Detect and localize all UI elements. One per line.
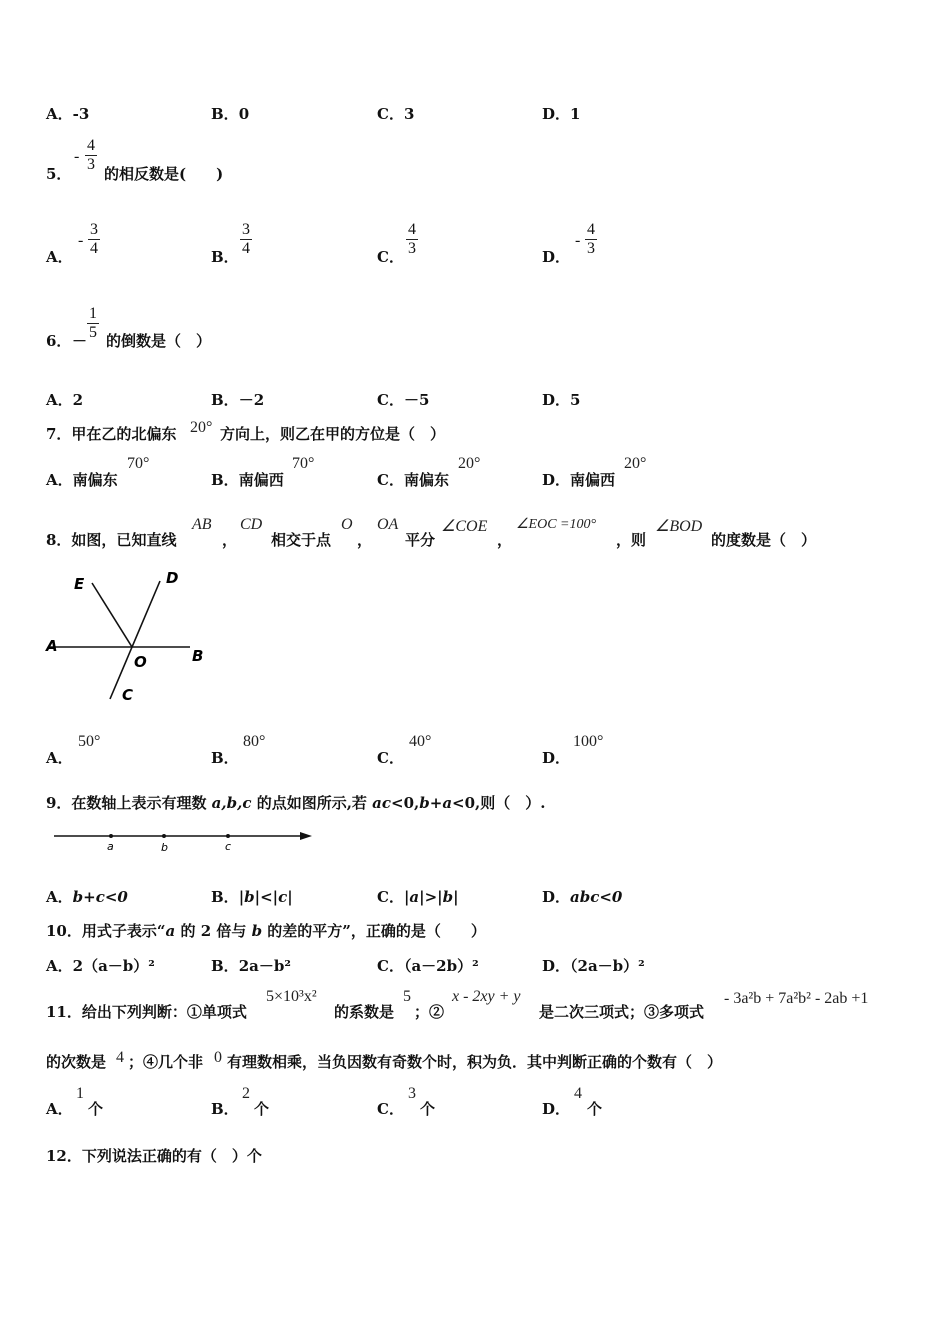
q5-stem: 的相反数是( ) <box>104 165 224 183</box>
q7-option-c[interactable]: C．南偏东 <box>377 471 449 489</box>
q9-stem: 9．在数轴上表示有理数 a,b,c 的点如图所示,若 ac<0,b+a<0,则（ ）. <box>46 794 546 812</box>
q11-text-2: 的系数是 <box>334 1003 395 1021</box>
point-a <box>109 834 113 838</box>
q8-figure <box>40 565 220 710</box>
q11-option-a-label[interactable]: A． <box>46 1100 73 1118</box>
q11-option-c-value: 3 <box>408 1085 416 1102</box>
q6-sign: － <box>72 332 88 350</box>
q8-option-d-label[interactable]: D． <box>542 749 571 767</box>
q6-stem: 的倒数是（ ） <box>106 332 212 350</box>
q9-option-d[interactable]: D．abc<0 <box>542 888 623 906</box>
q8-option-a-label[interactable]: A． <box>46 749 73 767</box>
q11-text-7: 有理数相乘，当负因数有奇数个时，积为负．其中判断正确的个数有（ ） <box>227 1053 723 1071</box>
q7-option-c-angle: 20° <box>458 455 481 472</box>
q5-sign: - <box>74 148 80 165</box>
q9-option-c[interactable]: C．|a|>|b| <box>377 888 459 906</box>
q11-math-trinomial: x - 2xy + y <box>452 988 521 1005</box>
q5-option-c-label[interactable]: C． <box>377 248 404 266</box>
q11-text-5: 的次数是 <box>46 1053 107 1071</box>
point-b <box>162 834 166 838</box>
q8-option-b-label[interactable]: B． <box>211 749 239 767</box>
label-o: O <box>134 653 147 671</box>
line-cd <box>110 581 160 699</box>
q11-math-five: 5 <box>403 988 411 1005</box>
q7-angle: 20° <box>190 419 213 436</box>
q8-math-bod: ∠BOD <box>655 518 703 535</box>
q5-option-a-label[interactable]: A． <box>46 248 73 266</box>
q5-option-b-fraction: $\frac{3}{4}$ <box>242 221 250 257</box>
q11-text-3: ；② <box>414 1003 445 1021</box>
q6-option-c[interactable]: C．－5 <box>377 391 430 409</box>
q7-option-b-angle: 70° <box>292 455 315 472</box>
q4-option-b[interactable]: B．0 <box>211 105 250 123</box>
q7-option-b[interactable]: B．南偏西 <box>211 471 284 489</box>
q5-option-d-fraction: $\frac{4}{3}$ <box>587 221 595 257</box>
q5-option-a-sign: - <box>78 232 84 249</box>
label-point-c: c <box>225 840 232 853</box>
q11-option-d-value: 4 <box>574 1085 582 1102</box>
q8-option-b-value: 80° <box>243 733 266 750</box>
q4-option-a[interactable]: A．-3 <box>46 105 90 123</box>
q8-math-o: O <box>341 516 353 533</box>
q8-text-1: 8．如图，已知直线 <box>46 531 177 549</box>
q4-option-c[interactable]: C．3 <box>377 105 415 123</box>
q8-text-8: 的度数是（ ） <box>711 531 817 549</box>
q5-fraction: $\frac{4}{3}$ <box>87 137 95 173</box>
point-c <box>226 834 230 838</box>
label-c: C <box>122 686 134 704</box>
q11-math-monomial: 5×10³x² <box>266 988 317 1005</box>
q11-option-b-value: 2 <box>242 1085 250 1102</box>
q11-option-b-unit: 个 <box>254 1100 270 1118</box>
q12-stem: 12．下列说法正确的有（ ）个 <box>46 1147 262 1165</box>
label-e: E <box>74 575 85 593</box>
q7-option-d[interactable]: D．南偏西 <box>542 471 616 489</box>
q10-option-b[interactable]: B．2a－b² <box>211 957 291 975</box>
q6-option-d[interactable]: D．5 <box>542 391 581 409</box>
q5-option-b-label[interactable]: B． <box>211 248 239 266</box>
q11-math-zero: 0 <box>214 1049 222 1066</box>
q9-option-b[interactable]: B．|b|<|c| <box>211 888 293 906</box>
q11-math-polynomial: - 3a²b + 7a²b² - 2ab +1 <box>724 990 869 1007</box>
q8-math-ab: AB <box>192 516 212 533</box>
q5-option-a-fraction: $\frac{3}{4}$ <box>90 221 98 257</box>
q7-option-d-angle: 20° <box>624 455 647 472</box>
q11-option-a-value: 1 <box>76 1085 84 1102</box>
q9-option-a[interactable]: A．b+c<0 <box>46 888 128 906</box>
q7-stem-b: 方向上，则乙在甲的方位是（ ） <box>220 425 446 443</box>
q6-option-b[interactable]: B．－2 <box>211 391 265 409</box>
q8-math-oa: OA <box>377 516 399 533</box>
label-point-b: b <box>161 841 168 854</box>
q8-text-3: 相交于点 <box>271 531 332 549</box>
q5-number: 5． <box>46 165 72 183</box>
q6-number: 6． <box>46 332 72 350</box>
q8-text-6: ， <box>497 531 513 549</box>
q10-stem: 10．用式子表示“a 的 2 倍与 b 的差的平方”，正确的是（ ） <box>46 922 486 940</box>
q10-option-a[interactable]: A．2（a－b）² <box>46 957 155 975</box>
q5-option-d-sign: - <box>575 232 581 249</box>
q11-text-4: 是二次三项式；③多项式 <box>539 1003 705 1021</box>
q8-text-4: ， <box>357 531 373 549</box>
q10-option-d[interactable]: D．（2a－b）² <box>542 957 645 975</box>
q11-option-c-unit: 个 <box>420 1100 436 1118</box>
q8-text-7: ，则 <box>616 531 647 549</box>
q6-option-a[interactable]: A．2 <box>46 391 84 409</box>
q8-option-a-value: 50° <box>78 733 101 750</box>
q6-fraction: $\frac{1}{5}$ <box>89 305 97 341</box>
q11-text-6: ；④几个非 <box>128 1053 204 1071</box>
q9-number-line <box>48 826 318 854</box>
q11-math-four: 4 <box>116 1049 124 1066</box>
q11-option-a-unit: 个 <box>88 1100 104 1118</box>
axis-arrow-icon <box>300 832 312 840</box>
q8-text-2: ， <box>222 531 238 549</box>
q11-option-c-label[interactable]: C． <box>377 1100 404 1118</box>
q4-option-d[interactable]: D．1 <box>542 105 581 123</box>
q11-option-d-label[interactable]: D． <box>542 1100 571 1118</box>
q8-option-c-value: 40° <box>409 733 432 750</box>
q7-option-a-angle: 70° <box>127 455 150 472</box>
q7-stem-a: 7．甲在乙的北偏东 <box>46 425 177 443</box>
q8-math-cd: CD <box>240 516 263 533</box>
q10-option-c[interactable]: C．（a－2b）² <box>377 957 479 975</box>
label-d: D <box>166 569 179 587</box>
q8-text-5: 平分 <box>405 531 436 549</box>
label-point-a: a <box>107 840 114 853</box>
q11-text-1: 11．给出下列判断：①单项式 <box>46 1003 247 1021</box>
q5-option-c-fraction: $\frac{4}{3}$ <box>408 221 416 257</box>
q7-option-a[interactable]: A．南偏东 <box>46 471 118 489</box>
label-b: B <box>192 647 204 665</box>
q8-math-coe: ∠COE <box>441 518 488 535</box>
q8-option-d-value: 100° <box>573 733 604 750</box>
q8-math-eoc: ∠EOC =100° <box>516 517 597 532</box>
ray-oe <box>92 583 132 647</box>
q5-option-d-label[interactable]: D． <box>542 248 571 266</box>
q8-option-c-label[interactable]: C． <box>377 749 404 767</box>
label-a: A <box>46 637 58 655</box>
q11-option-d-unit: 个 <box>587 1100 603 1118</box>
q11-option-b-label[interactable]: B． <box>211 1100 239 1118</box>
